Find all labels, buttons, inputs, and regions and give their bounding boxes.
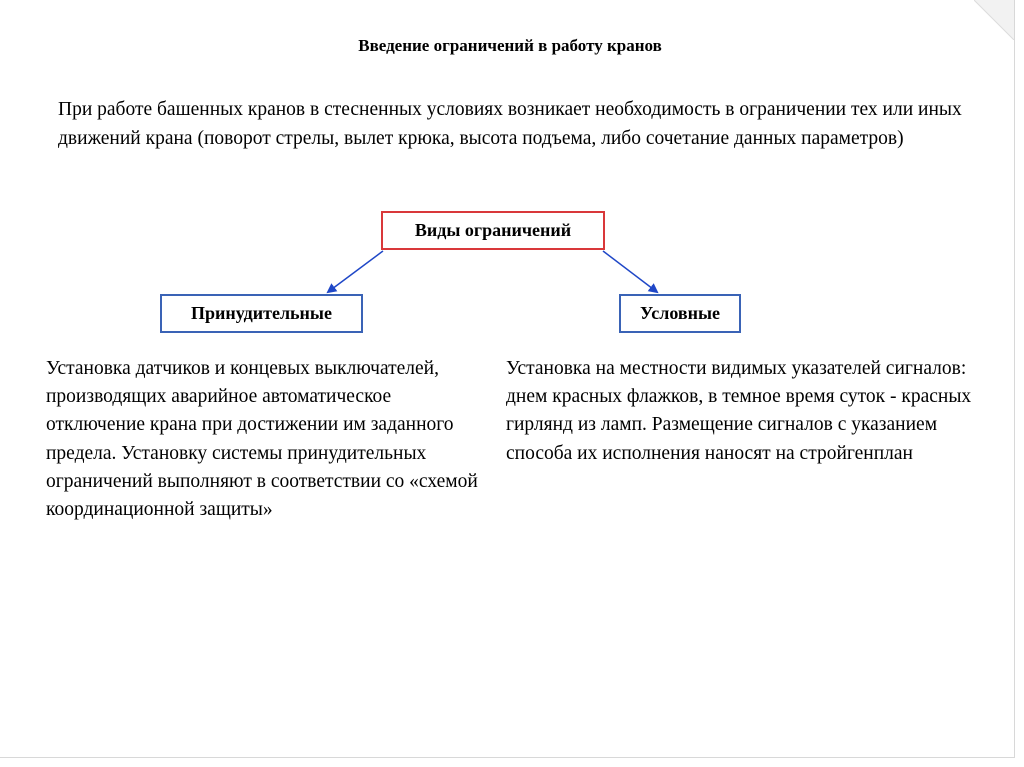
forced-restrictions-box: Принудительные [160,294,363,333]
conditional-description: Установка на местности видимых указателей сигналов: днем красных флажков, в темное время суток - красных гирлянд из ламп. Размещение сигналов с указанием способа их исполнения наносят на стройгенплан [506,358,972,464]
intro-paragraph: При работе башенных кранов в стесненных условиях возникает необходимость в ограничении тех или иных движений крана (поворот стрелы, вылет крюка, высота подъема, либо сочетание данных параметров) [58,99,962,149]
slide-title: Введение ограничений в работу кранов [358,36,662,55]
forced-description: Установка датчиков и концевых выключателей, производящих аварийное автоматическое отключение крана при достижении им заданного предела. Установку системы принудительных ограничений выполняют в соответствии со «схемой координационной защиты» [46,358,478,521]
restriction-types-box: Виды ограничений [381,211,605,250]
arrow-to-forced [328,251,383,292]
conditional-restrictions-box: Условные [619,294,741,333]
arrow-to-conditional [603,251,657,292]
